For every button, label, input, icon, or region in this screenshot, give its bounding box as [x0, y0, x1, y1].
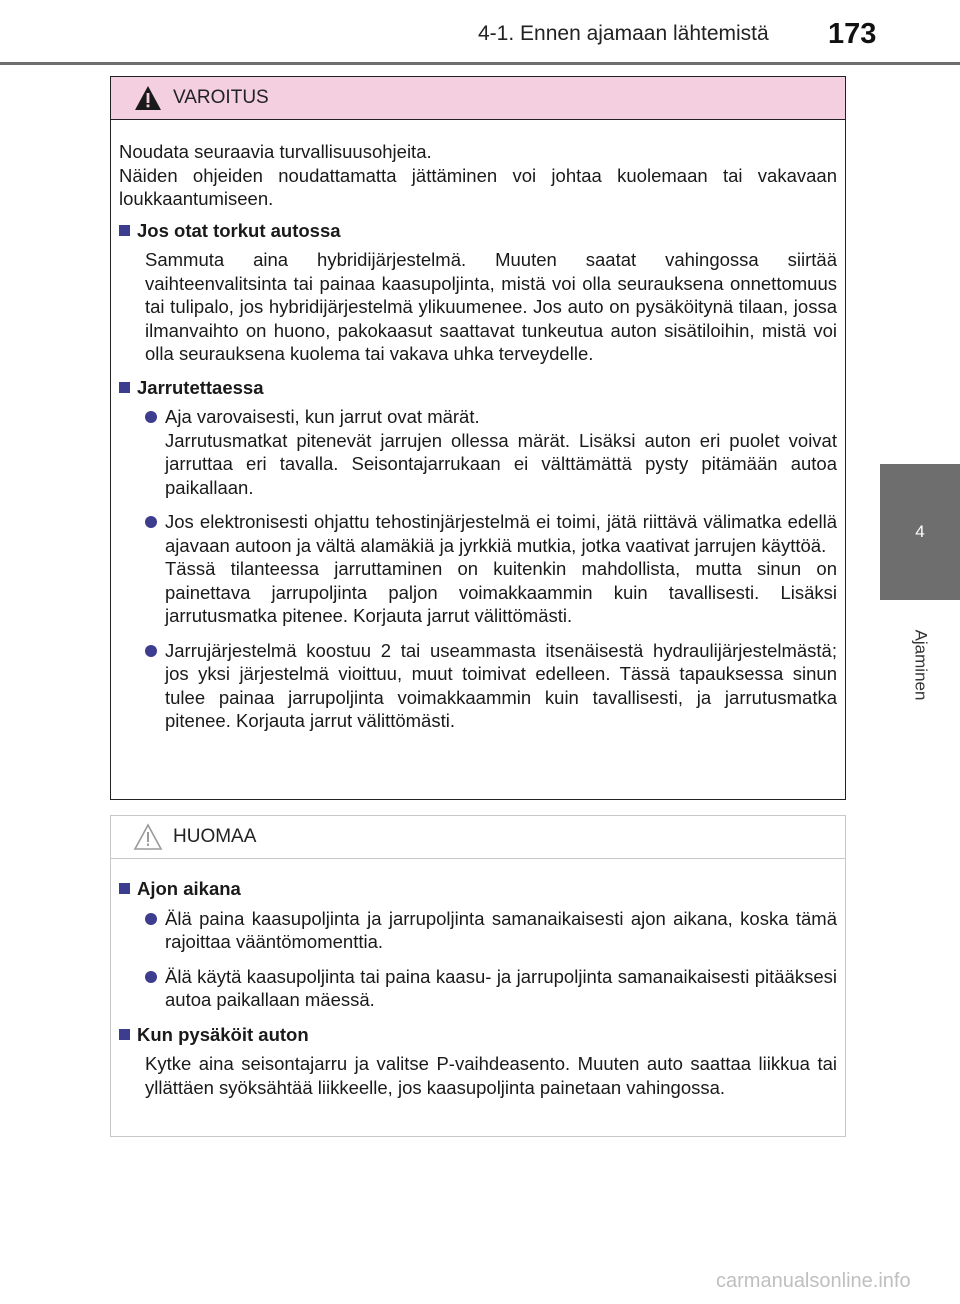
- section-text: Sammuta aina hybridijärjestelmä. Muuten saatat vahingossa siirtää vaihteenvalitsinta tai painaa kaasupoljinta, mistä voi olla seurauksena onnettomuus tai tulipalo, jos hybridijärjestelmä ylikuumenee. Jos auto on pysäköitynä tilaan, jossa ilmanvaihto on huono, pakokaasut saattavat tunkeutua auton sisätiloihin, mistä voi olla seurauksena kuolema tai vakava uhka terveydelle.: [145, 249, 837, 364]
- list-item-text: Aja varovaisesti, kun jarrut ovat märät. Jarrutusmatkat pitenevät jarrujen ollessa märät. Lisäksi auton eri puolet voivat jarruttaa eri tavalla. Seisontajarrukaan ei välttämättä pysty pitämään autoa paikallaan.: [165, 406, 837, 498]
- warning-title: VAROITUS: [173, 87, 269, 108]
- section-heading: [119, 219, 837, 243]
- round-bullet-icon: [145, 645, 157, 657]
- warning-triangle-icon: [133, 84, 163, 112]
- section-heading-text: Kun pysäköit auton: [137, 1023, 309, 1045]
- square-bullet-icon: [119, 1029, 130, 1040]
- list-item: [145, 639, 837, 733]
- notice-box: [110, 815, 846, 1137]
- round-bullet-icon: [145, 971, 157, 983]
- section-heading: [119, 376, 837, 400]
- watermark: carmanualsonline.info: [716, 1270, 911, 1292]
- warning-intro: Noudata seuraavia turvallisuusohjeita. Näiden ohjeiden noudattamatta jättäminen voi johtaa kuolemaan tai vakavaan loukkaantumiseen.: [119, 141, 837, 209]
- chapter-label: Ajaminen: [911, 629, 930, 701]
- section-title: 4-1. Ennen ajamaan lähtemistä: [478, 22, 769, 45]
- square-bullet-icon: [119, 883, 130, 894]
- round-bullet-icon: [145, 516, 157, 528]
- square-bullet-icon: [119, 382, 130, 393]
- section-heading-text: Jarrutettaessa: [137, 376, 264, 398]
- notice-header: [111, 816, 845, 859]
- list-item-text: Älä paina kaasupoljinta ja jarrupoljinta samanaikaisesti ajon aikana, koska tämä rajoittaa vääntömomenttia.: [165, 907, 837, 952]
- notice-title: HUOMAA: [173, 826, 257, 847]
- list-item: [145, 965, 837, 1012]
- warning-body: [111, 120, 845, 733]
- chapter-number: 4: [915, 522, 925, 541]
- list-item-text: Jos elektronisesti ohjattu tehostinjärjestelmä ei toimi, jätä riittävä välimatka edellä ajavaan autoon ja vältä alamäkiä ja jyrkkiä mutkia, jotka vaativat jarrujen käyttöä. Tässä tilanteessa jarruttaminen on kuitenkin mahdollista, mutta sinun on painettava jarrupoljinta paljon voimakkaammin kuin tavallisesti. Lisäksi jarrutusmatka pitenee. Korjauta jarrut välittömästi.: [165, 511, 837, 626]
- section-heading: [119, 877, 837, 901]
- warning-box: [110, 76, 846, 800]
- list-item: [145, 405, 837, 499]
- caution-triangle-icon: [133, 823, 163, 851]
- chapter-label-wrap: [905, 580, 935, 701]
- notice-body: [111, 859, 845, 1099]
- list-item: [145, 510, 837, 628]
- warning-header: [111, 77, 845, 120]
- section-heading-text: Jos otat torkut autossa: [137, 219, 341, 241]
- list-item-text: Älä käytä kaasupoljinta tai paina kaasu- ja jarrupoljinta samanaikaisesti pitääksesi autoa paikallaan mäessä.: [165, 965, 837, 1010]
- round-bullet-icon: [145, 411, 157, 423]
- square-bullet-icon: [119, 225, 130, 236]
- page-number: 173: [828, 18, 877, 50]
- section-heading: [119, 1023, 837, 1047]
- section-heading-text: Ajon aikana: [137, 878, 241, 899]
- list-item: [145, 907, 837, 954]
- list-item-text: Jarrujärjestelmä koostuu 2 tai useammasta itsenäisestä hydraulijärjestelmästä; jos yksi järjestelmä vioittuu, muut toimivat edelleen. Tässä tapauksessa sinun tulee painaa jarrupoljinta voimakkaammin kuin tavallisesti, ja jarrutusmatka pitenee. Korjauta jarrut välittömästi.: [165, 639, 837, 731]
- header-rule: [0, 62, 960, 65]
- section-text: Kytke aina seisontajarru ja valitse P-vaihdeasento. Muuten auto saattaa liikkua tai yllättäen syöksähtää liikkeelle, jos kaasupoljinta painetaan vahingossa.: [145, 1053, 837, 1098]
- round-bullet-icon: [145, 913, 157, 925]
